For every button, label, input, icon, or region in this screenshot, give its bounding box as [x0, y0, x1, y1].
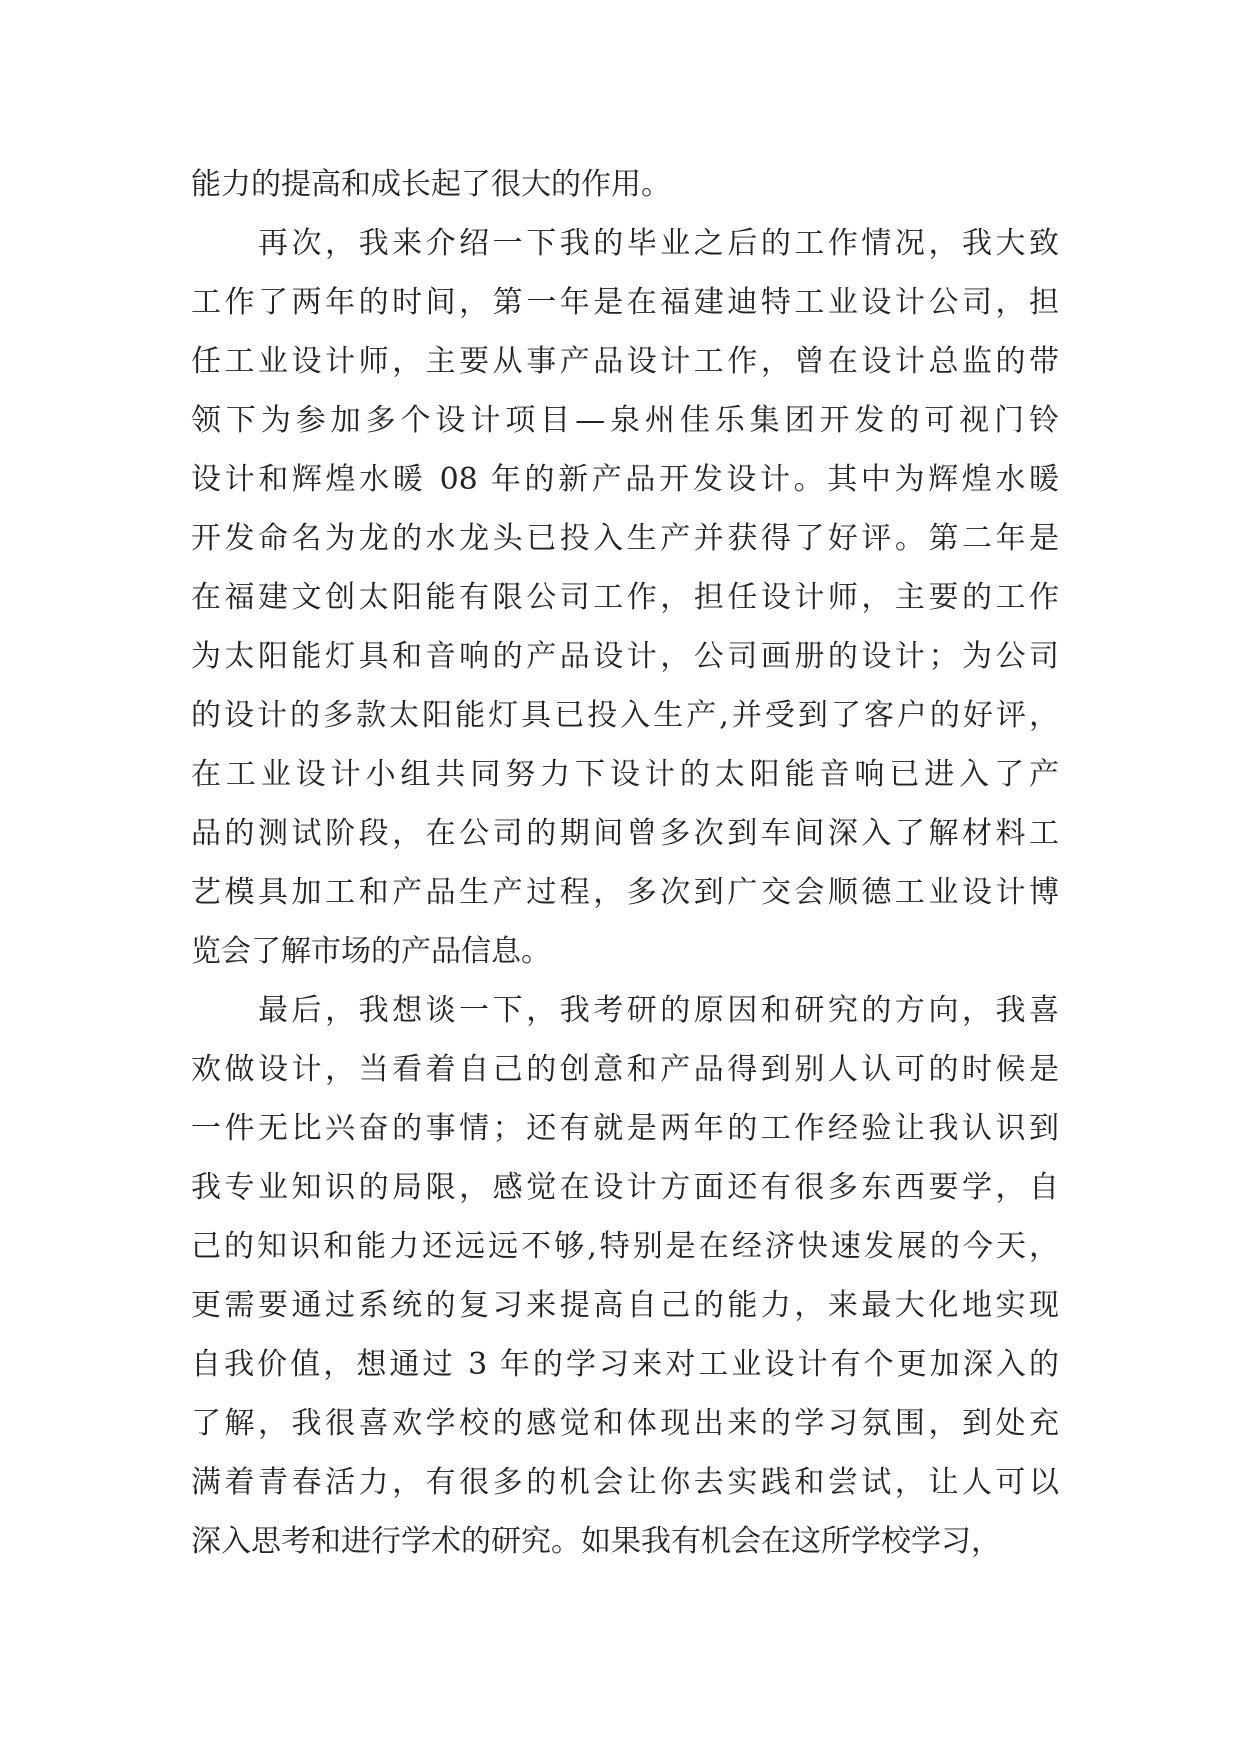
text-line: 欢做设计，当看着自己的创意和产品得到别人认可的时候是	[191, 1052, 1059, 1087]
text-line: 开发命名为龙的水龙头已投入生产并获得了好评。第二年是	[191, 521, 1059, 556]
text-line: 一件无比兴奋的事情；还有就是两年的工作经验让我认识到	[191, 1111, 1059, 1146]
text-line: 了解，我很喜欢学校的感觉和体现出来的学习氛围，到处充	[191, 1406, 1059, 1441]
text-line: 任工业设计师，主要从事产品设计工作，曾在设计总监的带	[191, 344, 1059, 379]
text-line: 己的知识和能力还远远不够,特别是在经济快速发展的今天，	[191, 1229, 1059, 1264]
text-line: 领下为参加多个设计项目—泉州佳乐集团开发的可视门铃	[191, 403, 1059, 438]
text-line: 工作了两年的时间，第一年是在福建迪特工业设计公司，担	[191, 285, 1059, 320]
paragraph-p1	[191, 155, 1059, 214]
text-line: 艺模具加工和产品生产过程，多次到广交会顺德工业设计博	[191, 875, 1059, 910]
text-line: 品的测试阶段，在公司的期间曾多次到车间深入了解材料工	[191, 816, 1059, 851]
text-line: 我专业知识的局限，感觉在设计方面还有很多东西要学，自	[191, 1170, 1059, 1205]
document-body	[191, 155, 1059, 1571]
text-line: 深入思考和进行学术的研究。如果我有机会在这所学校学习，	[191, 1524, 1001, 1559]
paragraph-p3	[191, 981, 1059, 1571]
text-line: 再次，我来介绍一下我的毕业之后的工作情况，我大致	[191, 226, 1059, 261]
text-line: 自我价值，想通过 3 年的学习来对工业设计有个更加深入的	[191, 1347, 1059, 1382]
text-line: 设计和辉煌水暖 08 年的新产品开发设计。其中为辉煌水暖	[191, 462, 1059, 497]
text-line: 最后，我想谈一下，我考研的原因和研究的方向，我喜	[191, 993, 1059, 1028]
text-line: 在福建文创太阳能有限公司工作，担任设计师，主要的工作	[191, 580, 1059, 615]
text-line: 览会了解市场的产品信息。	[191, 934, 551, 969]
text-line: 能力的提高和成长起了很大的作用。	[191, 167, 671, 202]
text-line: 为太阳能灯具和音响的产品设计，公司画册的设计；为公司	[191, 639, 1059, 674]
text-line: 满着青春活力，有很多的机会让你去实践和尝试，让人可以	[191, 1465, 1059, 1500]
text-line: 在工业设计小组共同努力下设计的太阳能音响已进入了产	[191, 757, 1059, 792]
paragraph-p2	[191, 214, 1059, 981]
text-line: 更需要通过系统的复习来提高自己的能力，来最大化地实现	[191, 1288, 1059, 1323]
text-line: 的设计的多款太阳能灯具已投入生产,并受到了客户的好评，	[191, 698, 1059, 733]
